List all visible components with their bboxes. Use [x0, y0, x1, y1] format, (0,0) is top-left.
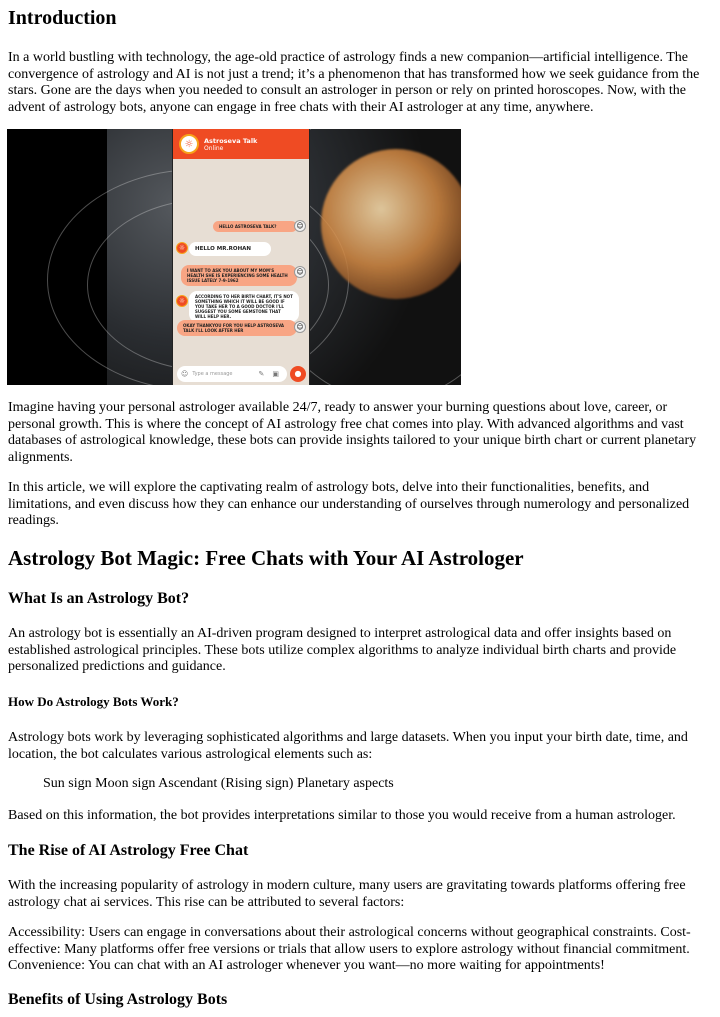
bot-avatar-icon: ☼: [176, 242, 188, 254]
chat-message-user: OKAY THANKYOU FOR YOU HELP ASTROSEVA TALK I'LL LOOK AFTER HER: [177, 320, 297, 336]
camera-icon[interactable]: ▣: [272, 370, 279, 378]
signs-list: [43, 776, 713, 793]
chat-app-title: Astroseva Talk: [204, 136, 258, 145]
user-avatar-icon: ☺: [294, 266, 306, 278]
rise-paragraph: With the increasing popularity of astrology in modern culture, many users are gravitating towards platforms offering free astrology chat ai services. This rise can be attributed to several factors:: [8, 878, 686, 910]
chat-input-bar[interactable]: [177, 366, 287, 382]
chat-message-user: I WANT TO ASK YOU ABOUT MY MOM'S HEALTH SHE IS EXPERIENCING SOME HEALTH ISSUE LATELY 7-9-1962: [181, 265, 297, 286]
user-avatar-icon: ☺: [294, 321, 306, 333]
chat-status: Online: [204, 144, 224, 152]
emoji-icon[interactable]: ☺: [181, 370, 189, 378]
factors-paragraph: Accessibility: Users can engage in conversations about their astrological concerns without geographical constraints. Cost-effective: Many platforms offer free versions or trials that allow users to explore astrology without financial commitment. Convenience: You can chat with an AI astrologer whenever you want—no more waiting for appointments!: [8, 925, 691, 973]
what-paragraph: An astrology bot is essentially an AI-driven program designed to interpret astrological data and offer insights based on established astrological principles. These bots utilize complex algorithms to analyze individual birth charts and provide personalized predictions and guidance.: [8, 626, 677, 674]
how-paragraph: Astrology bots work by leveraging sophisticated algorithms and large datasets. When you input your birth date, time, and location, the bot calculates various astrological elements such as:: [8, 730, 688, 762]
attach-icon[interactable]: ✎: [258, 370, 265, 378]
planet-illustration: [321, 149, 461, 299]
intro-paragraph-2: Imagine having your personal astrologer available 24/7, ready to answer your burning questions about love, career, or personal growth. This is where the concept of AI astrology free chat comes into play. With advanced algorithms and vast databases of astrological knowledge, these bots can provide insights tailored to your unique birth chart or current planetary alignments.: [8, 400, 697, 465]
chat-header: [173, 129, 309, 159]
chat-message-bot: ACCORDING TO HER BIRTH CHART, IT'S NOT SOMETHING WHICH IT WILL BE GOOD IF YOU TAKE HER TO A GOOD DOCTOR I'LL SUGGEST YOU SOME GEMSTONE THAT WILL HELP HER.: [189, 291, 299, 322]
astroseva-logo-icon: ☼: [179, 134, 199, 154]
how-paragraph-2: Based on this information, the bot provides interpretations similar to those you would receive from a human astrologer.: [8, 808, 676, 823]
rise-heading: The Rise of AI Astrology Free Chat: [8, 842, 249, 859]
bot-avatar-icon: ☼: [176, 295, 188, 307]
intro-paragraph-3: In this article, we will explore the captivating realm of astrology bots, delve into their functionalities, benefits, and limitations, and even discuss how they can enhance our understanding of ourselves through numerology and personalized readings.: [8, 480, 690, 528]
what-heading: What Is an Astrology Bot?: [8, 590, 190, 607]
intro-paragraph-1: In a world bustling with technology, the age-old practice of astrology finds a new companion—artificial intelligence. The convergence of astrology and AI is not just a trend; it’s a phenomenon that has transformed how we seek guidance from the stars. Gone are the days when you needed to consult an astrologer in person or rely on printed horoscopes. Now, with the advent of astrology bots, anyone can engage in free chats with their AI astrologer at any time, anywhere.: [8, 50, 700, 115]
benefits-heading: Benefits of Using Astrology Bots: [8, 991, 228, 1008]
user-avatar-icon: ☺: [294, 220, 306, 232]
intro-heading: Introduction: [8, 7, 117, 29]
how-heading: How Do Astrology Bots Work?: [8, 694, 179, 709]
chat-message-bot: HELLO MR.ROHAN: [189, 242, 271, 256]
chat-input-placeholder: Type a message: [192, 371, 233, 377]
chat-message-user: HELLO ASTROSEVA TALK?: [213, 221, 297, 232]
mic-icon[interactable]: ●: [290, 366, 306, 382]
hero-image: [7, 129, 461, 385]
chat-phone-mockup: [172, 129, 310, 385]
list-item: Sun sign Moon sign Ascendant (Rising sign) Planetary aspects: [43, 776, 394, 791]
main-heading: Astrology Bot Magic: Free Chats with Your AI Astrologer: [8, 546, 524, 570]
